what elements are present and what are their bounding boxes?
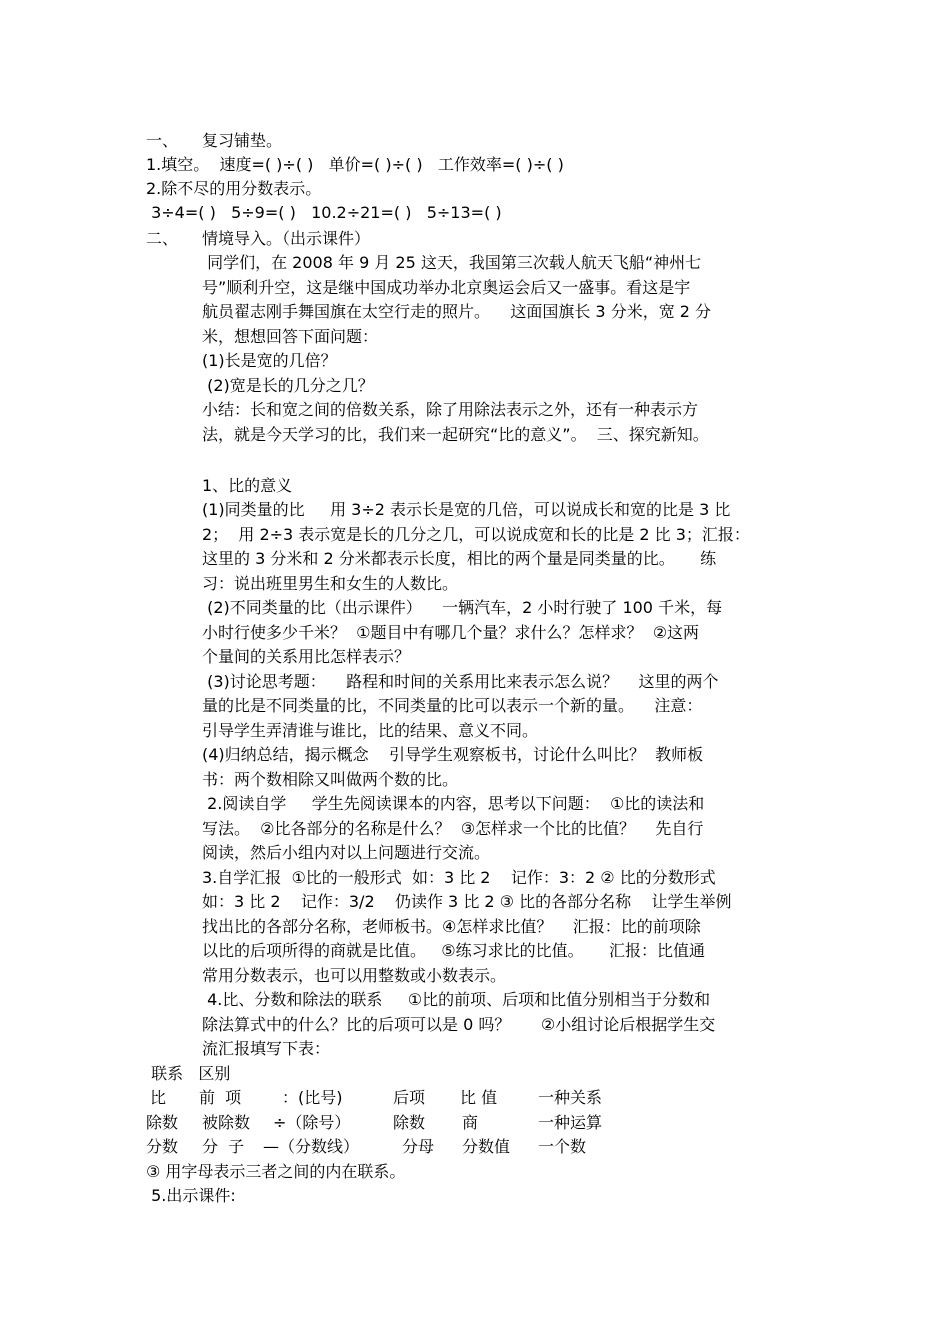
- table-cell: 比 值: [460, 1088, 498, 1107]
- section3-line: 书：两个数相除又叫做两个数的比。: [202, 770, 459, 789]
- table-cell: ：(比号): [282, 1088, 343, 1107]
- section3-line: 个量间的关系用比怎样表示？: [202, 647, 411, 666]
- table-cell: 分母: [402, 1137, 435, 1156]
- section3-line: 以比的后项所得的商就是比值。 ⑤练习求比的比值。 汇报：比值通: [202, 941, 706, 960]
- footer-line2: 5.出示课件:: [146, 1186, 236, 1205]
- section1-line3: 3÷4=( ) 5÷9=( ) 10.2÷21=( ) 5÷13=( ): [146, 203, 502, 222]
- section3-line: (2)不同类量的比（出示课件） 一辆汽车，2 小时行驶了 100 千米，每: [202, 598, 723, 617]
- section2-para-line: 同学们，在 2008 年 9 月 25 这天，我国第三次载人航天飞船“神州七: [202, 253, 702, 272]
- section2-marker: 二、: [146, 229, 179, 248]
- section2-para-line: 米，想想回答下面问题：: [202, 327, 379, 346]
- table-cell: 除数: [393, 1113, 426, 1132]
- footer-line1: ③ 用字母表示三者之间的内在联系。: [146, 1162, 406, 1181]
- section2-para-line: 法，就是今天学习的比，我们来一起研究“比的意义”。 三、探究新知。: [202, 425, 709, 444]
- table-cell: ÷（除号）: [273, 1113, 351, 1132]
- section2-para-line: (2)宽是长的几分之几？: [202, 376, 374, 395]
- section3-line: 3.自学汇报 ①比的一般形式 如：3 比 2 记作：3：2 ② 比的分数形式: [202, 868, 716, 887]
- section3-line: 小时行使多少千米？ ①题目中有哪几个量？求什么？怎样求？ ②这两: [202, 623, 700, 642]
- section2-para-line: 航员翟志刚手舞国旗在太空行走的照片。 这面国旗长 3 分米，宽 2 分: [202, 302, 712, 321]
- table-header: 联系 区别: [146, 1064, 231, 1083]
- section1-line2: 2.除不尽的用分数表示。: [146, 179, 322, 198]
- section3-line: 1、比的意义: [202, 476, 293, 495]
- section3-line: 引导学生弄清谁与谁比，比的结果、意义不同。: [202, 721, 539, 740]
- section3-line: 写法。 ②比各部分的名称是什么？ ③怎样求一个比的比值？ 先自行: [202, 819, 704, 838]
- section2-para-line: (1)长是宽的几倍？: [202, 351, 337, 370]
- section3-line: 这里的 3 分米和 2 分米都表示长度，相比的两个量是同类量的比。 练: [202, 549, 717, 568]
- table-cell: 分数: [146, 1137, 179, 1156]
- table-cell: 后项: [393, 1088, 426, 1107]
- table-cell: 前 项: [199, 1088, 242, 1107]
- section3-line: 流汇报填写下表：: [202, 1039, 331, 1058]
- section2-para-line: 号”顺利升空，这是继中国成功举办北京奥运会后又一盛事。看这是宇: [202, 278, 691, 297]
- section3-line: 找出比的各部分名称，老师板书。④怎样求比值？ 汇报：比的前项除: [202, 917, 701, 936]
- section3-line: 习：说出班里男生和女生的人数比。: [202, 574, 459, 593]
- table-cell: 一种运算: [538, 1113, 603, 1132]
- table-cell: —（分数线）: [263, 1137, 360, 1156]
- section3-line: 除法算式中的什么？比的后项可以是 0 吗？ ②小组讨论后根据学生交: [202, 1015, 716, 1034]
- table-cell: 一种关系: [538, 1088, 603, 1107]
- section3-line: (3)讨论思考题： 路程和时间的关系用比来表示怎么说？ 这里的两个: [202, 672, 719, 691]
- table-cell: 分 子: [202, 1137, 245, 1156]
- section3-line: 2.阅读自学 学生先阅读课本的内容，思考以下问题： ①比的读法和: [202, 794, 705, 813]
- table-cell: 除数: [146, 1113, 179, 1132]
- table-cell: 被除数: [202, 1113, 251, 1132]
- section1-title: 复习铺垫。: [202, 131, 283, 150]
- section1-marker: 一、: [146, 131, 179, 150]
- section3-line: 常用分数表示，也可以用整数或小数表示。: [202, 966, 507, 985]
- table-cell: 分数值: [462, 1137, 511, 1156]
- table-cell: 商: [462, 1113, 479, 1132]
- section1-line1: 1.填空。 速度=( )÷( ) 单价=( )÷( ) 工作效率=( )÷( ): [146, 155, 564, 174]
- section2-para-line: 小结：长和宽之间的倍数关系，除了用除法表示之外，还有一种表示方: [202, 400, 699, 419]
- section3-line: (1)同类量的比 用 3÷2 表示长是宽的几倍，可以说成长和宽的比是 3 比: [202, 500, 731, 519]
- section3-line: 阅读，然后小组内对以上问题进行交流。: [202, 843, 491, 862]
- section3-line: (4)归纳总结，揭示概念 引导学生观察板书，讨论什么叫比？ 教师板: [202, 745, 704, 764]
- section3-line: 4.比、分数和除法的联系 ①比的前项、后项和比值分别相当于分数和: [202, 990, 711, 1009]
- section3-line: 2； 用 2÷3 表示宽是长的几分之几，可以说成宽和长的比是 2 比 3；汇报：: [202, 525, 750, 544]
- table-cell: 比: [150, 1088, 167, 1107]
- section2-title: 情境导入。（出示课件）: [202, 229, 371, 248]
- section3-line: 量的比是不同类量的比，不同类量的比可以表示一个新的量。 注意：: [202, 696, 703, 715]
- table-cell: 一个数: [538, 1137, 587, 1156]
- section3-line: 如：3 比 2 记作：3/2 仍读作 3 比 2 ③ 比的各部分名称 让学生举例: [202, 892, 732, 911]
